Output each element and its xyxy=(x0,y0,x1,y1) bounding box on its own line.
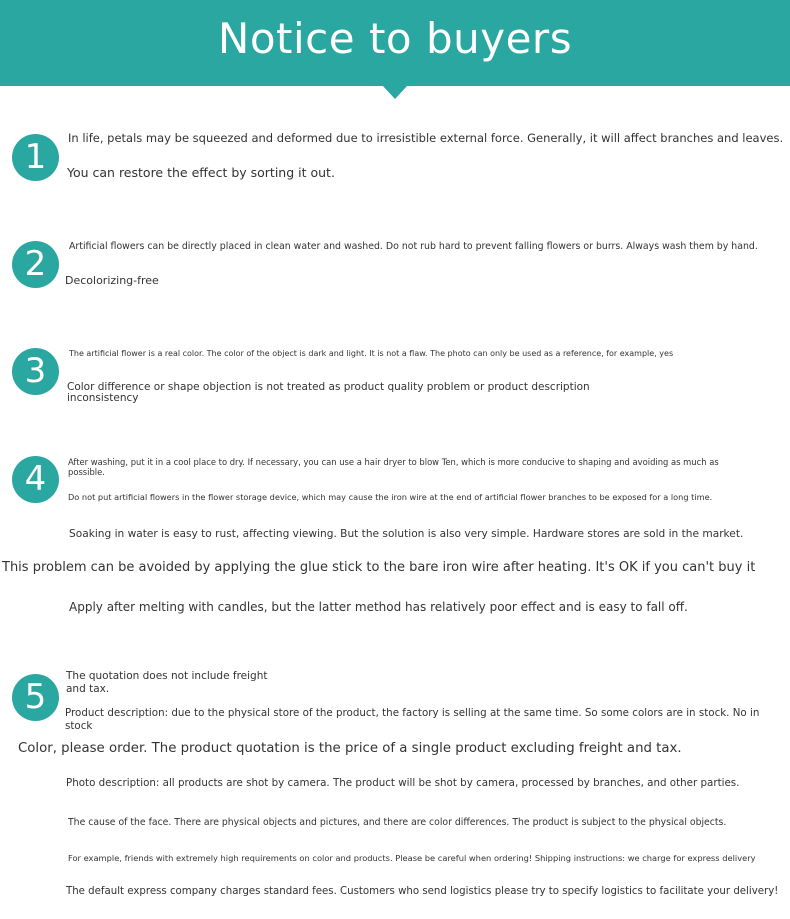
notice-text: After washing, put it in a cool place to dry. If necessary, you can use a hair dryer to blow Ten, which is more conducive to shaping and avoiding as much as possible. xyxy=(68,457,719,477)
notice-text: Photo description: all products are shot by camera. The product will be shot by camera, processed by branches, and other parties. xyxy=(66,777,740,789)
header-pointer xyxy=(382,85,408,99)
notice-number-badge: 1 xyxy=(12,134,59,181)
notice-number-badge: 4 xyxy=(12,456,59,503)
notice-text: Artificial flowers can be directly placed in clean water and washed. Do not rub hard to prevent falling flowers or burrs. Always wash them by hand. xyxy=(69,241,758,252)
notice-text: For example, friends with extremely high requirements on color and products. Please be careful when ordering! Shipping instructions: we charge for express delivery xyxy=(68,853,756,863)
notice-text: Apply after melting with candles, but the latter method has relatively poor effect and is easy to fall off. xyxy=(69,600,688,614)
notice-text: This problem can be avoided by applying the glue stick to the bare iron wire after heating. It's OK if you can't buy it xyxy=(2,560,756,575)
notice-text: Color difference or shape objection is not treated as product quality problem or product description inconsistency xyxy=(67,381,590,404)
page-title: Notice to buyers xyxy=(217,14,573,63)
notice-text: The artificial flower is a real color. The color of the object is dark and light. It is not a flaw. The photo can only be used as a reference, for example, yes xyxy=(69,349,674,358)
notice-text: You can restore the effect by sorting it out. xyxy=(67,165,335,180)
notice-text: The default express company charges standard fees. Customers who send logistics please try to specify logistics to facilitate your delivery! xyxy=(66,886,779,897)
notice-number-badge: 2 xyxy=(12,241,59,288)
notice-text: Color, please order. The product quotation is the price of a single product excluding freight and tax. xyxy=(18,741,682,756)
notice-text: Decolorizing-free xyxy=(65,274,159,287)
notice-text: Do not put artificial flowers in the flower storage device, which may cause the iron wire at the end of artificial flower branches to be exposed for a long time. xyxy=(68,492,713,502)
notice-text: The quotation does not include freight and tax. xyxy=(66,670,268,695)
notice-text: The cause of the face. There are physical objects and pictures, and there are color differences. The product is subject to the physical objects. xyxy=(68,817,727,828)
header-banner xyxy=(0,0,790,86)
notice-text: Soaking in water is easy to rust, affecting viewing. But the solution is also very simple. Hardware stores are sold in the market. xyxy=(69,528,744,540)
notice-text: In life, petals may be squeezed and deformed due to irresistible external force. Generally, it will affect branches and leaves. xyxy=(68,131,784,145)
notice-text: Product description: due to the physical store of the product, the factory is selling at the same time. So some colors are in stock. No in stock xyxy=(65,707,760,732)
notice-number-badge: 5 xyxy=(12,674,59,721)
notice-number-badge: 3 xyxy=(12,348,59,395)
